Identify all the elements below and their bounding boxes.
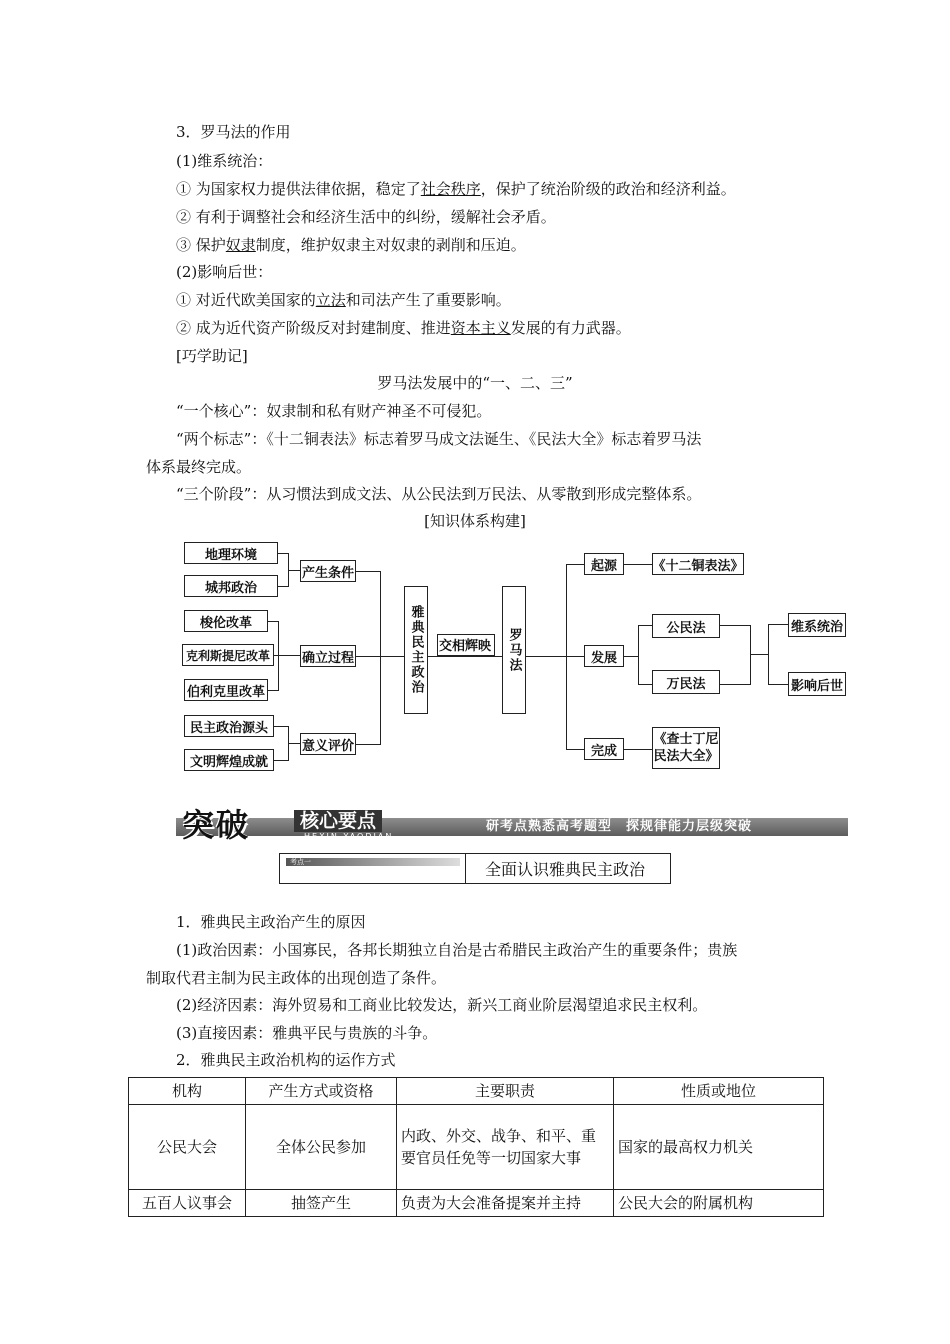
node-develop: 发展 [584, 645, 624, 667]
node-mutual: 交相辉映 [438, 638, 491, 654]
focus-point-box [279, 853, 671, 884]
paragraph: 制取代君主制为民主政体的出现创造了条件。 [146, 969, 447, 987]
table-cell: 抽签产生 [246, 1190, 397, 1217]
table-cell: 负责为大会准备提案并主持 [397, 1190, 614, 1217]
mutual-frame [437, 634, 495, 656]
table-cell: 国家的最高权力机关 [614, 1105, 824, 1190]
focus-tag: 考点一 [286, 858, 460, 866]
paragraph: ① 为国家权力提供法律依据，稳定了社会秩序，保护了统治阶级的政治和经济利益。 [176, 180, 736, 198]
table-header: 主要职责 [397, 1078, 614, 1105]
table-cell: 公民大会 [129, 1105, 246, 1190]
table-cell: 内政、外交、战争、和平、重要官员任免等一切国家大事 [397, 1105, 614, 1190]
banner-mid-title: 核心要点 [294, 810, 382, 832]
node-influence: 影响后世 [788, 672, 846, 696]
node-source: 民主政治源头 [184, 715, 274, 737]
organs-table [128, 1077, 824, 1217]
section-heading: 1．雅典民主政治产生的原因 [176, 913, 366, 931]
section-heading: 3．罗马法的作用 [176, 123, 291, 141]
table-row [129, 1105, 824, 1190]
memo-title: 罗马法发展中的“一、二、三” [377, 374, 573, 392]
node-civ: 文明辉煌成就 [184, 749, 274, 771]
divider [465, 854, 466, 883]
table-row [129, 1190, 824, 1217]
section-heading: 2．雅典民主政治机构的运作方式 [176, 1051, 396, 1069]
node-gentium: 万民法 [652, 670, 720, 694]
knowledge-mindmap [0, 530, 950, 780]
node-cleis: 克利斯提尼改革 [182, 644, 274, 666]
paragraph: ② 有利于调整社会和经济生活中的纠纷，缓解社会矛盾。 [176, 208, 556, 226]
node-cond: 产生条件 [300, 560, 356, 582]
table-header-row [129, 1078, 824, 1105]
node-geo: 地理环境 [184, 542, 278, 564]
paragraph: ① 对近代欧美国家的立法和司法产生了重要影响。 [176, 291, 511, 309]
table-cell: 五百人议事会 [129, 1190, 246, 1217]
paragraph: “三个阶段”：从习惯法到成文法、从公民法到万民法、从零散到形成完整体系。 [176, 485, 702, 503]
node-justinian: 《查士丁尼 民法大全》 [652, 727, 720, 769]
node-complete: 完成 [584, 738, 624, 760]
node-maintain: 维系统治 [788, 613, 846, 637]
table-header: 机构 [129, 1078, 246, 1105]
paragraph: “一个核心”：奴隶制和私有财产神圣不可侵犯。 [176, 402, 492, 420]
sub-heading: (1)维系统治： [176, 152, 273, 170]
paragraph: (1)政治因素：小国寡民，各邦长期独立自治是古希腊民主政治产生的重要条件；贵族 [176, 941, 738, 959]
table-cell: 公民大会的附属机构 [614, 1190, 824, 1217]
sub-heading: (2)影响后世： [176, 263, 273, 281]
node-city: 城邦政治 [184, 575, 278, 597]
paragraph: 体系最终完成。 [146, 458, 252, 476]
banner-pinyin: HEXIN YAODIAN [304, 832, 394, 841]
paragraph: ③ 保护奴隶制度，维护奴隶主对奴隶的剥削和压迫。 [176, 236, 526, 254]
node-civil: 公民法 [652, 614, 720, 638]
table-cell: 全体公民参加 [246, 1105, 397, 1190]
banner-slogan: 研考点熟悉高考题型 探规律能力层级突破 [486, 819, 753, 834]
node-proc: 确立过程 [300, 645, 356, 667]
node-solon: 梭伦改革 [184, 610, 268, 632]
knowledge-label: [知识体系构建] [424, 512, 526, 530]
paragraph: (3)直接因素：雅典平民与贵族的斗争。 [176, 1024, 438, 1042]
banner-big-title: 突破 [182, 806, 251, 844]
paragraph: “两个标志”：《十二铜表法》标志着罗马成文法诞生、《民法大全》标志着罗马法 [176, 430, 702, 448]
node-twelve: 《十二铜表法》 [652, 553, 744, 575]
node-origin: 起源 [584, 553, 624, 575]
table-header: 性质或地位 [614, 1078, 824, 1105]
node-eval: 意义评价 [300, 733, 356, 755]
section-banner [176, 806, 848, 844]
node-athens: 雅典民主政治 [404, 586, 428, 714]
paragraph: (2)经济因素：海外贸易和工商业比较发达，新兴工商业阶层渴望追求民主权利。 [176, 996, 708, 1014]
node-rome: 罗马法 [502, 586, 526, 714]
node-peri: 伯利克里改革 [184, 679, 268, 701]
table-header: 产生方式或资格 [246, 1078, 397, 1105]
focus-title: 全面认识雅典民主政治 [485, 860, 646, 879]
paragraph: ② 成为近代资产阶级反对封建制度、推进资本主义发展的有力武器。 [176, 319, 631, 337]
memo-label: [巧学助记] [176, 347, 248, 365]
